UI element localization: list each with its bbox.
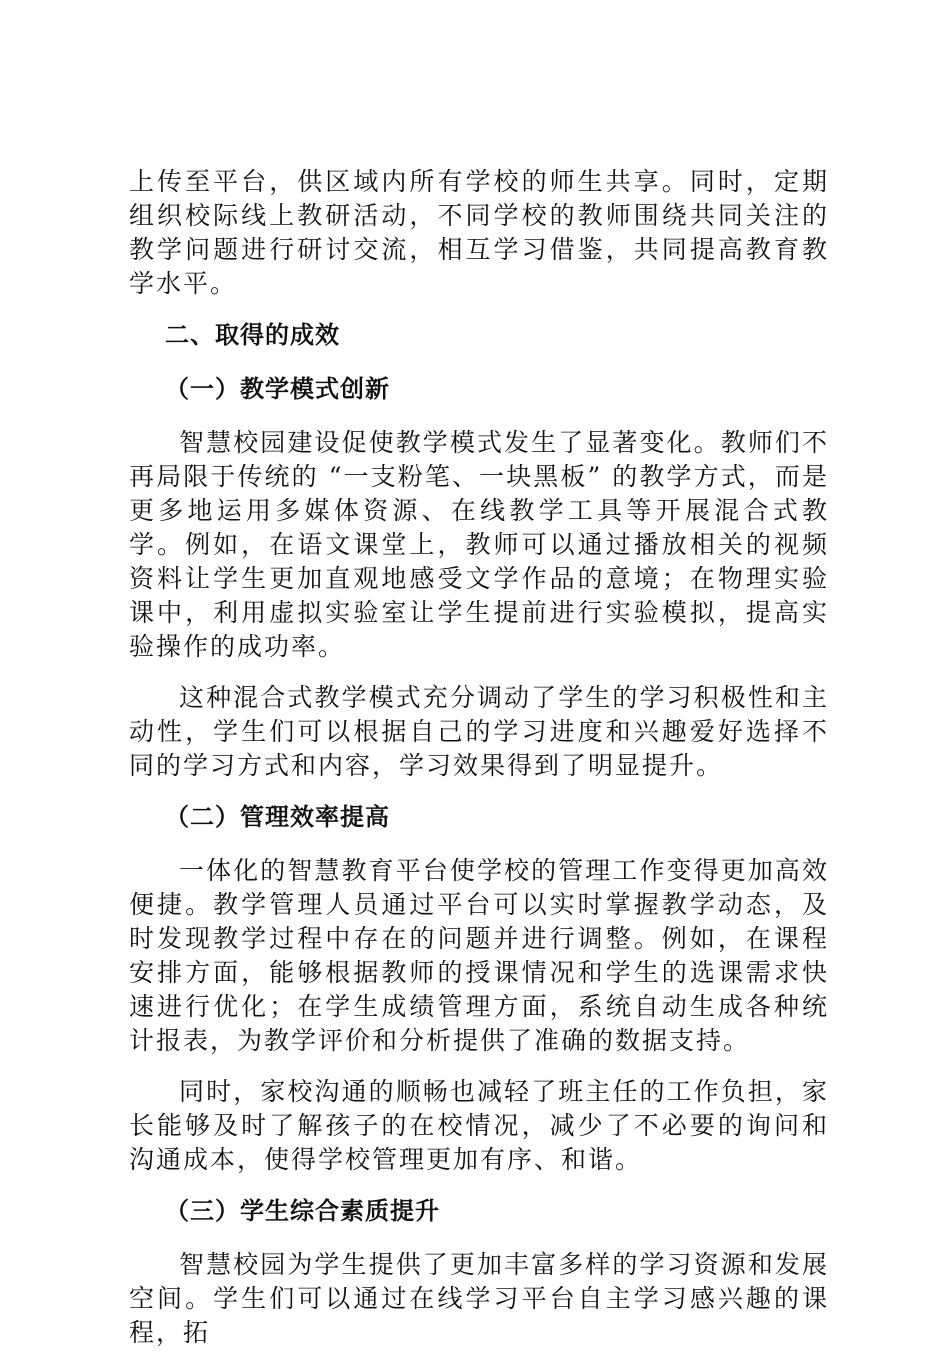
paragraph-management-platform: 一体化的智慧教育平台使学校的管理工作变得更加高效便捷。教学管理人员通过平台可以实时掌握教学动态，及时发现教学过程中存在的问题并进行调整。例如，在课程安排方面，能够根据教师的授课情况和学生的选课需求快速进行优化；在学生成绩管理方面，系统自动生成各种统计报表，为教学评价和分析提供了准确的数据支持。 [129,856,829,1055]
subheading-management-efficiency: （二）管理效率提高 [165,803,390,831]
subheading-teaching-innovation: （一）教学模式创新 [165,375,390,403]
paragraph-teaching-mode: 智慧校园建设促使教学模式发生了显著变化。教师们不再局限于传统的 “一支粉笔、一块黑板” 的教学方式，而是更多地运用多媒体资源、在线教学工具等开展混合式教学。例如，在语文课堂上，教师可以通过播放相关的视频资料让学生更加直观地感受文学作品的意境；在物理实验课中，利用虚拟实验室让学生提前进行实验模拟，提高实验操作的成功率。 [129,428,829,661]
paragraph-home-school: 同时，家校沟通的顺畅也减轻了班主任的工作负担，家长能够及时了解孩子的在校情况，减少了不必要的询问和沟通成本，使得学校管理更加有序、和谐。 [129,1077,829,1174]
paragraph-blended-learning: 这种混合式教学模式充分调动了学生的学习积极性和主动性，学生们可以根据自己的学习进度和兴趣爱好选择不同的学习方式和内容，学习效果得到了明显提升。 [129,683,829,780]
paragraph-student-resources: 智慧校园为学生提供了更加丰富多样的学习资源和发展空间。学生们可以通过在线学习平台自主学习感兴趣的课程，拓 [129,1250,829,1347]
section-heading-achievements: 二、取得的成效 [165,321,340,349]
document-body [129,165,829,1367]
paragraph-continuation: 上传至平台，供区域内所有学校的师生共享。同时，定期组织校际线上教研活动，不同学校的教师围绕共同关注的教学问题进行研讨交流，相互学习借鉴，共同提高教育教学水平。 [129,167,829,298]
subheading-student-quality: （三）学生综合素质提升 [165,1197,440,1225]
